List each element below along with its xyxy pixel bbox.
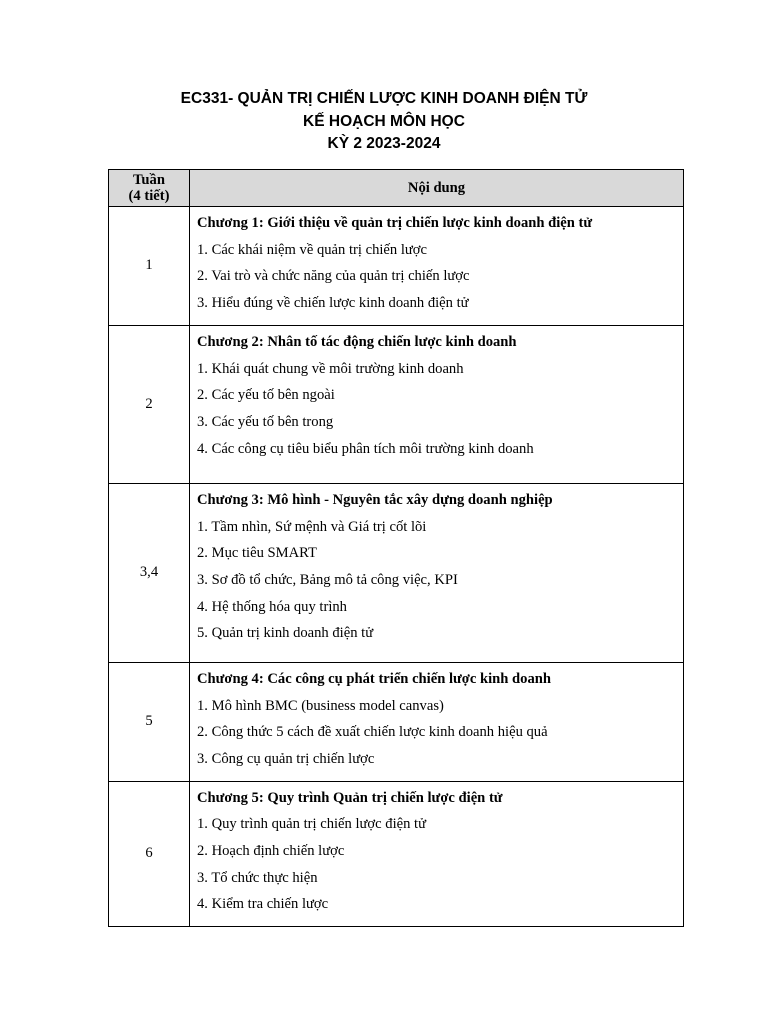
chapter-title: Chương 4: Các công cụ phát triển chiến lược kinh doanh: [197, 670, 551, 687]
list-item: 4. Kiểm tra chiến lược: [197, 896, 329, 913]
table-row: [109, 325, 684, 483]
chapter-title: Chương 5: Quy trình Quản trị chiến lược điện tử: [197, 789, 503, 806]
list-item: 2. Hoạch định chiến lược: [197, 843, 345, 860]
list-item: 4. Hệ thống hóa quy trình: [197, 598, 347, 615]
list-item: 2. Mục tiêu SMART: [197, 545, 317, 562]
course-title: EC331- QUẢN TRỊ CHIẾN LƯỢC KINH DOANH ĐIỆN TỬ: [180, 90, 588, 107]
document-header: [0, 88, 768, 156]
list-item: 4. Các công cụ tiêu biểu phân tích môi trường kinh doanh: [197, 440, 534, 457]
list-item: 1. Mô hình BMC (business model canvas): [197, 697, 444, 714]
table-row: [109, 207, 684, 326]
table-header-row: [109, 170, 684, 207]
content-cell: [190, 483, 684, 662]
chapter-title: Chương 2: Nhân tố tác động chiến lược kinh doanh: [197, 333, 517, 350]
term-title: KỲ 2 2023-2024: [327, 135, 441, 152]
table-row: [109, 781, 684, 927]
week-header-line2: (4 tiết): [128, 188, 170, 204]
plan-title: KẾ HOẠCH MÔN HỌC: [303, 112, 465, 130]
week-cell: 3,4: [109, 483, 190, 662]
week-cell: 6: [109, 781, 190, 927]
content-cell: [190, 781, 684, 927]
list-item: 3. Các yếu tố bên trong: [197, 413, 334, 430]
content-cell: [190, 325, 684, 483]
week-header-line1: Tuần: [133, 172, 165, 188]
list-item: 2. Vai trò và chức năng của quản trị chiến lược: [197, 268, 470, 285]
chapter-title: Chương 3: Mô hình - Nguyên tắc xây dựng doanh nghiệp: [197, 491, 553, 508]
list-item: 3. Hiểu đúng về chiến lược kinh doanh điện tử: [197, 295, 469, 312]
list-item: 3. Sơ đồ tổ chức, Bảng mô tả công việc, KPI: [197, 571, 458, 588]
week-cell: 2: [109, 325, 190, 483]
week-cell: 5: [109, 662, 190, 781]
week-column-header: [109, 170, 190, 207]
content-column-header: Nội dung: [190, 170, 684, 207]
week-cell: 1: [109, 207, 190, 326]
list-item: 3. Tổ chức thực hiện: [197, 869, 318, 886]
list-item: 1. Khái quát chung về môi trường kinh doanh: [197, 360, 464, 377]
list-item: 1. Quy trình quản trị chiến lược điện tử: [197, 816, 427, 833]
list-item: 2. Các yếu tố bên ngoài: [197, 387, 335, 404]
list-item: 5. Quản trị kinh doanh điện tử: [197, 625, 374, 642]
list-item: 2. Công thức 5 cách đề xuất chiến lược kinh doanh hiệu quả: [197, 724, 548, 741]
chapter-title: Chương 1: Giới thiệu về quản trị chiến lược kinh doanh điện tử: [197, 215, 593, 231]
table-row: [109, 662, 684, 781]
table-row: [109, 483, 684, 662]
content-cell: [190, 662, 684, 781]
list-item: 1. Các khái niệm về quản trị chiến lược: [197, 241, 428, 258]
content-cell: [190, 207, 684, 326]
list-item: 3. Công cụ quản trị chiến lược: [197, 750, 375, 767]
list-item: 1. Tầm nhìn, Sứ mệnh và Giá trị cốt lõi: [197, 518, 427, 535]
course-plan-table: [108, 169, 684, 927]
